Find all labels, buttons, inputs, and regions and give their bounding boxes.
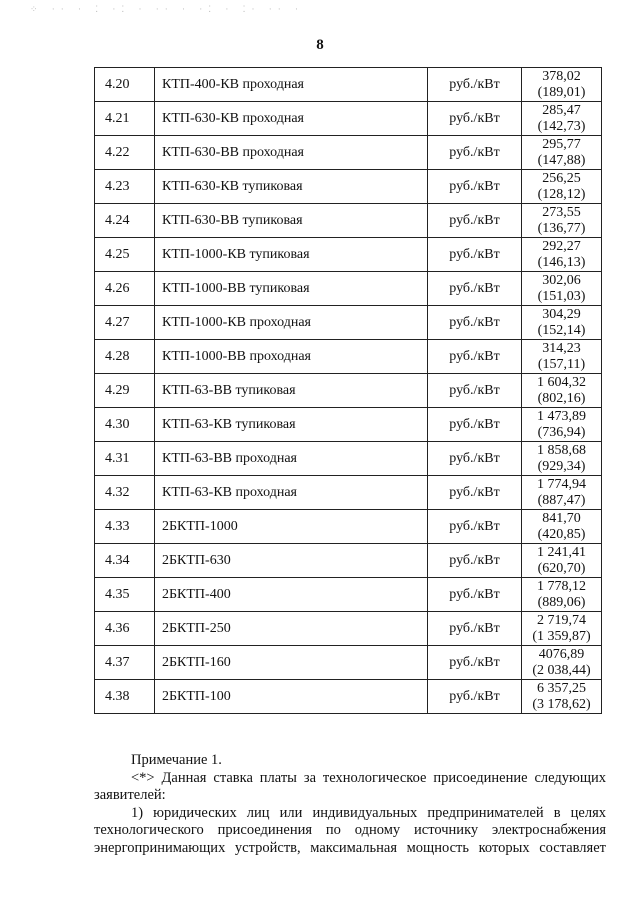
- table-row: [95, 340, 602, 374]
- row-value-cell: [522, 612, 602, 646]
- row-value-alt: (128,12): [537, 186, 586, 202]
- row-name: КТП-63-КВ проходная: [155, 476, 428, 510]
- row-unit: руб./кВт: [428, 340, 522, 374]
- row-value-alt: (420,85): [537, 526, 586, 542]
- tariff-table-body: [95, 68, 602, 714]
- tariff-table: [94, 67, 602, 714]
- note-title: Примечание 1.: [131, 752, 222, 768]
- table-row: [95, 306, 602, 340]
- row-name: КТП-630-КВ тупиковая: [155, 170, 428, 204]
- row-value: 295,77: [542, 136, 581, 152]
- row-value-alt: (189,01): [537, 84, 586, 100]
- row-unit: руб./кВт: [428, 544, 522, 578]
- row-number: 4.21: [95, 102, 155, 136]
- row-value: 285,47: [542, 102, 581, 118]
- table-row: [95, 102, 602, 136]
- row-value-cell: [522, 238, 602, 272]
- row-number: 4.22: [95, 136, 155, 170]
- row-name: 2БКТП-1000: [155, 510, 428, 544]
- row-name: КТП-1000-ВВ тупиковая: [155, 272, 428, 306]
- row-value-cell: [522, 102, 602, 136]
- row-value-alt: (146,13): [537, 254, 586, 270]
- row-value: 304,29: [542, 306, 581, 322]
- row-value: 273,55: [542, 204, 581, 220]
- row-name: 2БКТП-100: [155, 680, 428, 714]
- row-value-alt: (152,14): [537, 322, 586, 338]
- row-value-cell: [522, 646, 602, 680]
- table-row: [95, 272, 602, 306]
- row-number: 4.33: [95, 510, 155, 544]
- row-value: 314,23: [542, 340, 581, 356]
- row-unit: руб./кВт: [428, 578, 522, 612]
- row-value-cell: [522, 374, 602, 408]
- row-value-cell: [522, 136, 602, 170]
- row-value-alt: (147,88): [537, 152, 586, 168]
- row-name: КТП-630-ВВ тупиковая: [155, 204, 428, 238]
- row-value: 4076,89: [538, 646, 585, 662]
- row-unit: руб./кВт: [428, 374, 522, 408]
- table-row: [95, 544, 602, 578]
- note-line-1-cont: заявителей:: [94, 787, 166, 804]
- row-value-alt: (3 178,62): [532, 696, 591, 712]
- row-unit: руб./кВт: [428, 680, 522, 714]
- row-value-cell: [522, 170, 602, 204]
- table-row: [95, 68, 602, 102]
- note-para-1-line-1: 1) юридических лиц или индивидуальных предпринимателей в целях: [131, 804, 606, 821]
- row-value-cell: [522, 306, 602, 340]
- row-name: 2БКТП-160: [155, 646, 428, 680]
- row-name: КТП-63-ВВ тупиковая: [155, 374, 428, 408]
- row-value-alt: (142,73): [537, 118, 586, 134]
- row-value-alt: (887,47): [537, 492, 586, 508]
- table-row: [95, 170, 602, 204]
- row-number: 4.30: [95, 408, 155, 442]
- page-number: 8: [316, 37, 324, 53]
- table-row: [95, 680, 602, 714]
- row-number: 4.27: [95, 306, 155, 340]
- table-row: [95, 476, 602, 510]
- row-value-alt: (1 359,87): [532, 628, 591, 644]
- table-row: [95, 442, 602, 476]
- table-row: [95, 578, 602, 612]
- row-value: 292,27: [542, 238, 581, 254]
- row-name: КТП-63-КВ тупиковая: [155, 408, 428, 442]
- row-number: 4.29: [95, 374, 155, 408]
- row-value-cell: [522, 204, 602, 238]
- row-number: 4.28: [95, 340, 155, 374]
- row-value: 2 719,74: [537, 612, 586, 628]
- row-unit: руб./кВт: [428, 204, 522, 238]
- row-value: 841,70: [542, 510, 581, 526]
- row-name: КТП-630-КВ проходная: [155, 102, 428, 136]
- row-value-alt: (802,16): [537, 390, 586, 406]
- row-number: 4.26: [95, 272, 155, 306]
- row-value: 1 473,89: [537, 408, 586, 424]
- row-value-alt: (151,03): [537, 288, 586, 304]
- row-name: 2БКТП-400: [155, 578, 428, 612]
- row-unit: руб./кВт: [428, 272, 522, 306]
- row-value-cell: [522, 680, 602, 714]
- row-value: 1 604,32: [537, 374, 586, 390]
- notes-section: [94, 752, 606, 858]
- row-name: КТП-400-КВ проходная: [155, 68, 428, 102]
- row-value: 6 357,25: [537, 680, 586, 696]
- row-unit: руб./кВт: [428, 408, 522, 442]
- row-value: 256,25: [542, 170, 581, 186]
- row-value-cell: [522, 272, 602, 306]
- row-unit: руб./кВт: [428, 170, 522, 204]
- row-name: 2БКТП-630: [155, 544, 428, 578]
- table-row: [95, 238, 602, 272]
- row-value: 302,06: [542, 272, 581, 288]
- row-unit: руб./кВт: [428, 646, 522, 680]
- row-value-alt: (736,94): [537, 424, 586, 440]
- table-row: [95, 374, 602, 408]
- table-row: [95, 204, 602, 238]
- table-row: [95, 612, 602, 646]
- row-number: 4.31: [95, 442, 155, 476]
- note-line-1: <*> Данная ставка платы за технологическое присоединение следующих: [131, 769, 606, 786]
- row-number: 4.23: [95, 170, 155, 204]
- row-name: КТП-1000-КВ проходная: [155, 306, 428, 340]
- row-name: 2БКТП-250: [155, 612, 428, 646]
- note-para-1-line-2: технологического присоединения по одному источнику электроснабжения: [94, 822, 606, 839]
- row-value: 1 774,94: [537, 476, 586, 492]
- note-para-1-line-3: энергопринимающих устройств, максимальная мощность которых составляет: [94, 839, 606, 856]
- row-name: КТП-630-ВВ проходная: [155, 136, 428, 170]
- row-value: 378,02: [542, 68, 581, 84]
- row-value-alt: (157,11): [537, 356, 586, 372]
- row-value-alt: (929,34): [537, 458, 586, 474]
- row-number: 4.34: [95, 544, 155, 578]
- row-unit: руб./кВт: [428, 442, 522, 476]
- table-row: [95, 510, 602, 544]
- row-value-cell: [522, 578, 602, 612]
- row-value-cell: [522, 408, 602, 442]
- row-unit: руб./кВт: [428, 238, 522, 272]
- row-value-cell: [522, 340, 602, 374]
- row-unit: руб./кВт: [428, 68, 522, 102]
- row-value-alt: (136,77): [537, 220, 586, 236]
- row-number: 4.36: [95, 612, 155, 646]
- row-value-cell: [522, 442, 602, 476]
- row-value-cell: [522, 510, 602, 544]
- table-row: [95, 646, 602, 680]
- row-name: КТП-1000-КВ тупиковая: [155, 238, 428, 272]
- row-number: 4.32: [95, 476, 155, 510]
- row-unit: руб./кВт: [428, 136, 522, 170]
- row-number: 4.38: [95, 680, 155, 714]
- row-unit: руб./кВт: [428, 510, 522, 544]
- row-number: 4.35: [95, 578, 155, 612]
- row-unit: руб./кВт: [428, 102, 522, 136]
- row-value: 1 241,41: [537, 544, 586, 560]
- row-value-cell: [522, 68, 602, 102]
- scan-artifacts: ⁘ ·· · ⁚ ·⁚ · ·· · ·⁚ · ⁚· ·· ·: [30, 4, 304, 14]
- row-value-alt: (620,70): [537, 560, 586, 576]
- row-value-cell: [522, 544, 602, 578]
- row-value-alt: (2 038,44): [532, 662, 591, 678]
- row-name: КТП-1000-ВВ проходная: [155, 340, 428, 374]
- row-value-cell: [522, 476, 602, 510]
- row-number: 4.37: [95, 646, 155, 680]
- row-number: 4.20: [95, 68, 155, 102]
- row-value: 1 778,12: [537, 578, 586, 594]
- row-value-alt: (889,06): [537, 594, 586, 610]
- row-unit: руб./кВт: [428, 306, 522, 340]
- table-row: [95, 136, 602, 170]
- row-number: 4.25: [95, 238, 155, 272]
- row-value: 1 858,68: [537, 442, 586, 458]
- row-unit: руб./кВт: [428, 476, 522, 510]
- row-name: КТП-63-ВВ проходная: [155, 442, 428, 476]
- row-unit: руб./кВт: [428, 612, 522, 646]
- table-row: [95, 408, 602, 442]
- row-number: 4.24: [95, 204, 155, 238]
